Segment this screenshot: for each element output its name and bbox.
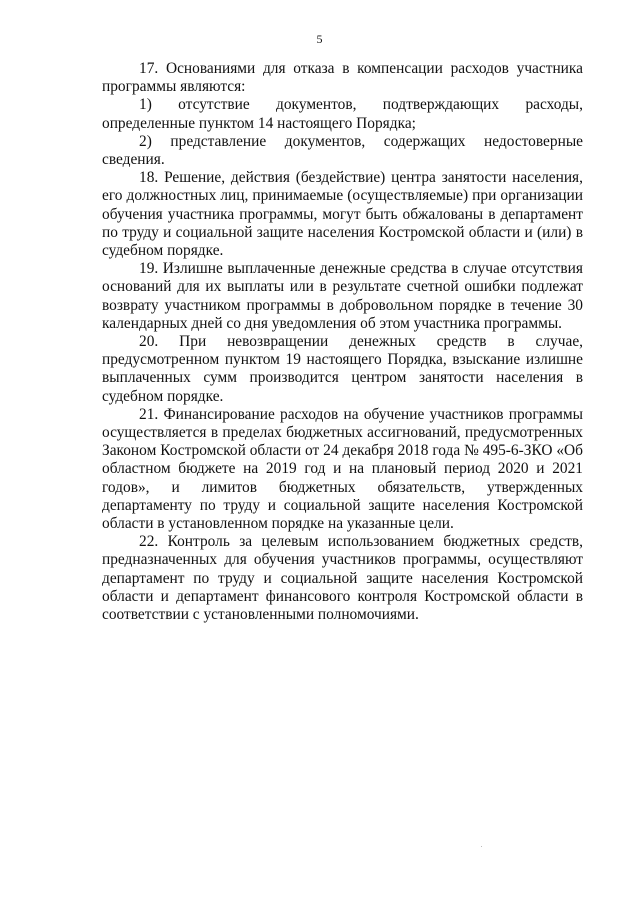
paragraph-19: 19. Излишне выплаченные денежные средства в случае отсутствия оснований для их выплаты или в результате счетной ошибки подлежат возврату участником программы в добровольном порядке в течение 30 календарных дней со дня уведомления об этом участника программы. — [102, 260, 583, 332]
paragraph-22: 22. Контроль за целевым использованием бюджетных средств, предназначенных для обучения участников программы, осуществляют департамент по труду и социальной защите населения Костромской области и департамент финансового контроля Костромской области в соответствии с установленными полномочиями. — [102, 533, 583, 624]
scan-dot — [481, 846, 482, 847]
paragraph-17: 17. Основаниями для отказа в компенсации расходов участника программы являются: — [102, 60, 583, 96]
paragraph-18: 18. Решение, действия (бездействие) центра занятости населения, его должностных лиц, принимаемые (осуществляемые) при организации обучения участника программы, могут быть обжалованы в департамент по труду и социальной защите населения Костромской области и (или) в судебном порядке. — [102, 169, 583, 260]
paragraph-21: 21. Финансирование расходов на обучение участников программы осуществляется в пределах бюджетных ассигнований, предусмотренных Законом Костромской области от 24 декабря 2018 года № 495-6-ЗКО «Об областном бюджете на 2019 год и на плановый период 2020 и 2021 годов», и лимитов бюджетных обязательств, утвержденных департаменту по труду и социальной защите населения Костромской области в установленном порядке на указанные цели. — [102, 405, 583, 533]
paragraph-17-item-2: 2) представление документов, содержащих недостоверные сведения. — [102, 132, 583, 169]
paragraph-20: 20. При невозвращении денежных средств в случае, предусмотренном пунктом 19 настоящего Порядка, взыскание излишне выплаченных сумм производится центром занятости населения в судебном порядке. — [102, 333, 583, 405]
paragraph-17-item-1: 1) отсутствие документов, подтверждающих расходы, определенные пунктом 14 настоящего Порядка; — [102, 96, 583, 132]
page-number: 5 — [316, 32, 323, 46]
document-body — [102, 60, 583, 624]
